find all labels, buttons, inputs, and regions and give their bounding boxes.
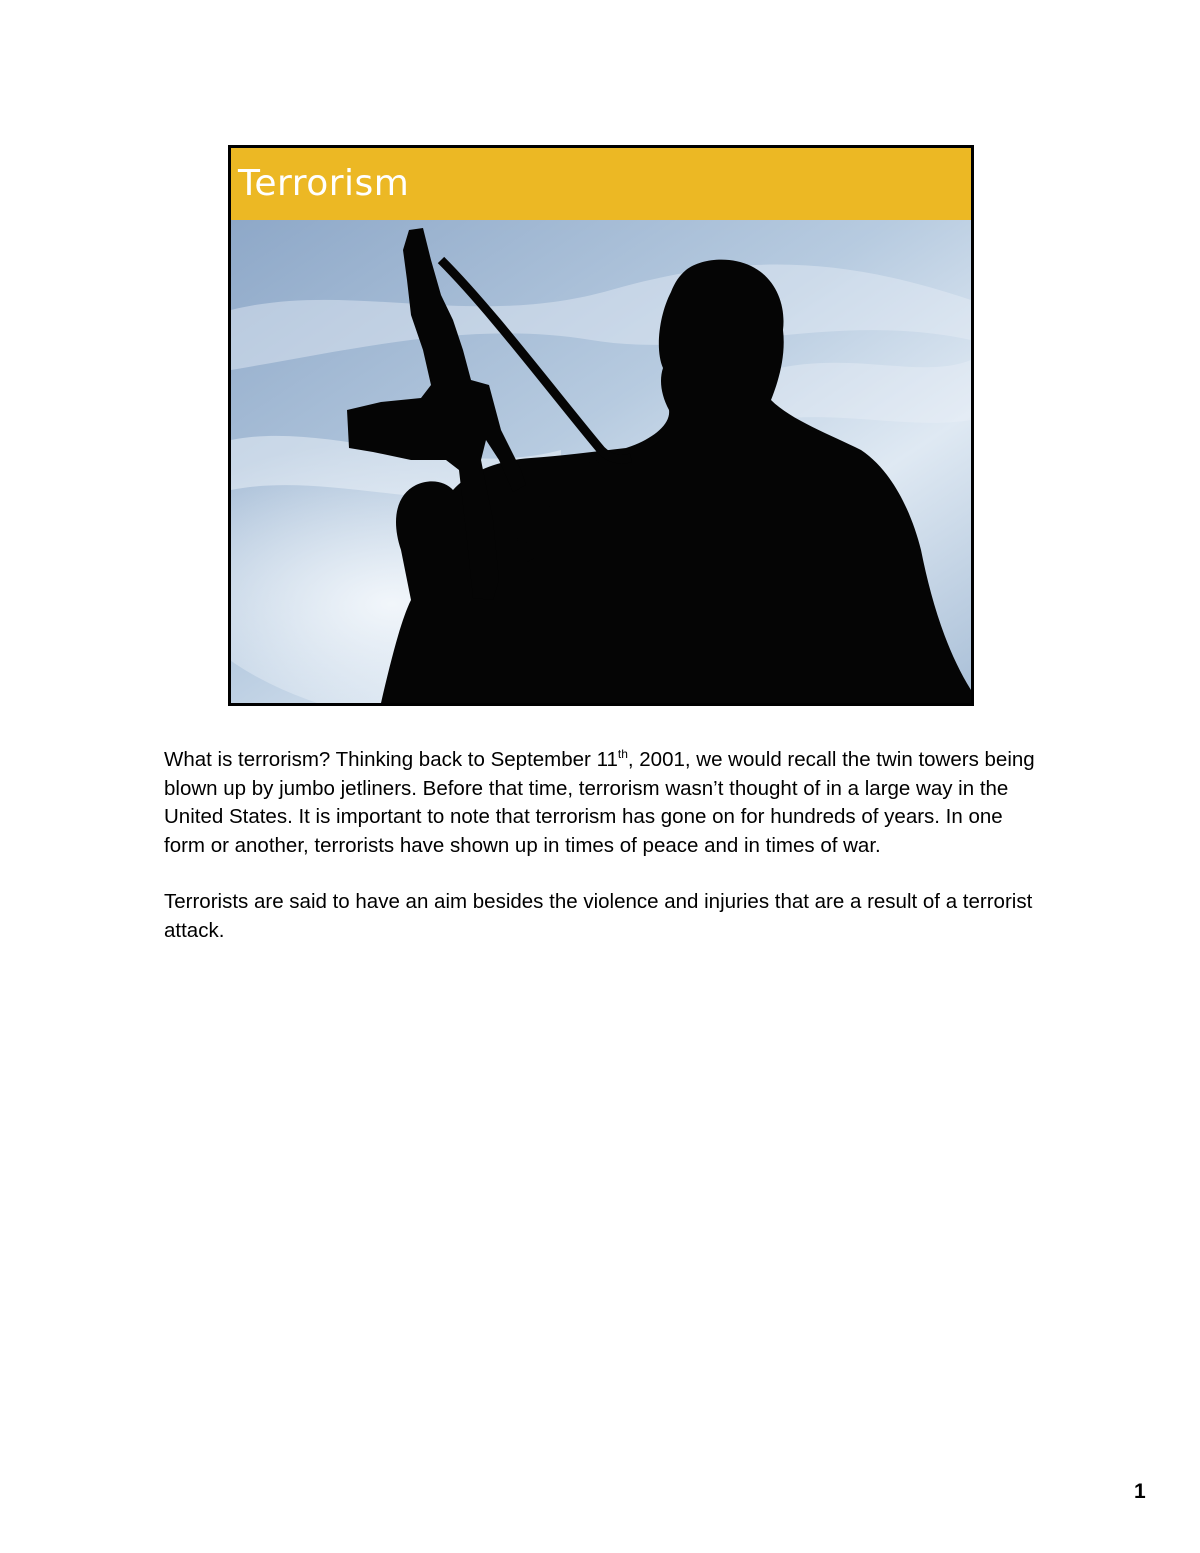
silhouette-illustration (231, 220, 971, 703)
notes-paragraph-1 (164, 746, 1044, 860)
speaker-notes (164, 746, 1044, 973)
silhouette-image (231, 220, 971, 703)
notes-paragraph-2: Terrorists are said to have an aim besides the violence and injuries that are a result of a terrorist attack. (164, 890, 1033, 942)
slide-thumbnail (228, 145, 974, 706)
cloud-streak (771, 360, 971, 423)
page-number: 1 (1134, 1480, 1146, 1503)
slide-header-bar (231, 148, 971, 220)
slide-title: Terrorism (238, 163, 410, 204)
notes-p1-start: What is terrorism? Thinking back to September 11 (164, 748, 618, 771)
notes-p1-superscript: th (617, 747, 628, 762)
notes-p1-end: , 2001, we would recall the twin towers being blown up by jumbo jetliners. Before that time, terrorism wasn’t thought of in a large way in the United States. It is important to note that terrorism has gone on for hundreds of years. In one form or another, terrorists have shown up in times of peace and in times of war. (164, 748, 1035, 857)
